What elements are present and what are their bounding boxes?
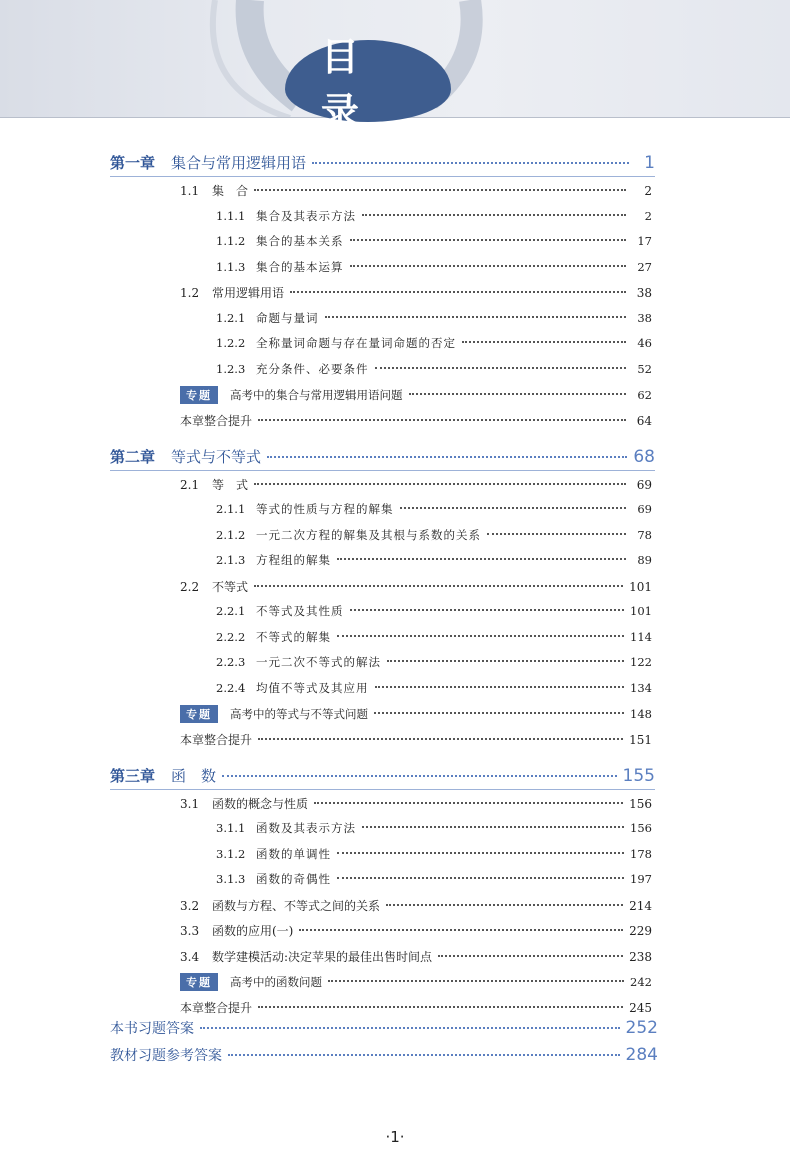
subsection-title: 方程组的解集 (256, 553, 331, 567)
chapter-label: 第三章 (110, 766, 156, 785)
leader-dots (312, 162, 629, 164)
subsection-page: 156 (630, 821, 652, 835)
section-title: 函数的概念与性质 (212, 796, 309, 811)
subsection-page: 197 (630, 872, 652, 886)
subsection-number: 2.1.3 (216, 553, 246, 567)
appendix-row[interactable] (110, 1045, 658, 1065)
leader-dots (325, 316, 627, 318)
subsection-row[interactable] (216, 552, 652, 568)
section-title: 常用逻辑用语 (212, 286, 285, 300)
subsection-row[interactable] (216, 527, 652, 543)
chapter-title: 等式与不等式 (171, 447, 262, 466)
section-number: 1.2 (180, 286, 200, 300)
chapter-summary-row[interactable] (180, 999, 652, 1016)
subsection-number: 2.2.2 (216, 629, 246, 644)
subsection-number: 3.1.3 (216, 872, 246, 886)
leader-dots (328, 980, 624, 982)
subsection-row[interactable] (216, 871, 652, 887)
subsection-number: 1.1.3 (216, 259, 246, 274)
leader-dots (254, 585, 623, 587)
subsection-page: 114 (630, 629, 652, 644)
subsection-row[interactable] (216, 259, 652, 275)
special-topic-page: 62 (637, 388, 652, 402)
subsection-title: 全称量词命题与存在量词命题的否定 (256, 336, 456, 350)
section-row[interactable] (180, 795, 652, 812)
subsection-page: 2 (644, 208, 652, 223)
subsection-title: 函数的奇偶性 (256, 872, 331, 886)
leader-dots (350, 239, 627, 241)
appendix-title: 教材习题参考答案 (110, 1048, 222, 1064)
subsection-row[interactable] (216, 603, 652, 619)
subsection-row[interactable] (216, 629, 652, 645)
subsection-title: 集合的基本运算 (256, 259, 344, 274)
section-number: 2.1 (180, 477, 200, 492)
section-number: 2.2 (180, 579, 200, 594)
subsection-page: 78 (637, 527, 652, 542)
leader-dots (337, 558, 626, 560)
subsection-title: 充分条件、必要条件 (256, 361, 369, 376)
page-number: ·1· (385, 1128, 405, 1146)
subsection-page: 38 (637, 310, 652, 325)
subsection-title: 命题与量词 (256, 310, 319, 325)
special-topic-row[interactable] (180, 705, 652, 723)
section-page: 156 (629, 796, 652, 811)
subsection-page: 46 (637, 336, 652, 350)
leader-dots (375, 367, 627, 369)
leader-dots (267, 456, 627, 458)
special-topic-title: 高考中的集合与常用逻辑用语问题 (230, 388, 403, 402)
leader-dots (374, 712, 624, 714)
section-number: 1.1 (180, 184, 200, 198)
subsection-title: 不等式的解集 (256, 629, 331, 644)
section-page: 69 (636, 477, 652, 492)
subsection-title: 不等式及其性质 (256, 604, 344, 618)
leader-dots (299, 929, 623, 931)
subsection-number: 2.1.1 (216, 502, 246, 516)
appendix-title: 本书习题答案 (110, 1021, 194, 1037)
subsection-title: 均值不等式及其应用 (256, 680, 369, 695)
section-row[interactable] (180, 476, 652, 493)
chapter-row[interactable] (110, 446, 655, 467)
subsection-row[interactable] (216, 820, 652, 836)
chapter-page: 155 (622, 765, 655, 786)
subsection-title: 等式的性质与方程的解集 (256, 502, 394, 516)
chapter-summary-row[interactable] (180, 412, 652, 429)
subsection-number: 2.2.4 (216, 680, 246, 695)
section-page: 229 (629, 924, 652, 938)
chapter-summary-title: 本章整合提升 (180, 413, 253, 428)
subsection-number: 1.1.1 (216, 208, 246, 223)
subsection-number: 1.2.2 (216, 336, 246, 350)
section-title: 函数的应用(一) (212, 924, 294, 938)
subsection-row[interactable] (216, 361, 652, 377)
subsection-number: 1.1.2 (216, 234, 246, 248)
leader-dots (314, 802, 623, 804)
chapter-summary-title: 本章整合提升 (180, 1000, 253, 1015)
special-topic-tag: 专题 (180, 973, 218, 991)
special-topic-tag: 专题 (180, 386, 218, 404)
subsection-page: 69 (637, 502, 652, 516)
chapter-summary-row[interactable] (180, 731, 652, 748)
subsection-number: 1.2.3 (216, 361, 246, 376)
subsection-page: 178 (630, 846, 652, 861)
chapter-row[interactable] (110, 765, 655, 786)
leader-dots (228, 1054, 620, 1056)
leader-dots (258, 738, 623, 740)
subsection-number: 3.1.2 (216, 846, 246, 861)
subsection-title: 函数的单调性 (256, 846, 331, 861)
special-topic-row[interactable] (180, 386, 652, 404)
subsection-title: 集合的基本关系 (256, 234, 344, 248)
leader-dots (487, 533, 626, 535)
section-title: 等 式 (212, 477, 249, 492)
subsection-row[interactable] (216, 501, 652, 517)
chapter-page: 68 (633, 446, 655, 467)
subsection-title: 函数及其表示方法 (256, 821, 356, 835)
subsection-page: 52 (637, 361, 652, 376)
leader-dots (400, 507, 627, 509)
section-row[interactable] (180, 284, 652, 301)
section-title: 函数与方程、不等式之间的关系 (212, 898, 381, 913)
chapter-rule (110, 470, 655, 471)
chapter-summary-page: 64 (636, 413, 652, 428)
leader-dots (290, 291, 626, 293)
leader-dots (258, 1006, 623, 1008)
subsection-number: 2.1.2 (216, 527, 246, 542)
subsection-page: 89 (637, 553, 652, 567)
section-title: 数学建模活动:决定苹果的最佳出售时间点 (212, 949, 433, 964)
special-topic-page: 242 (630, 975, 652, 989)
section-number: 3.1 (180, 796, 200, 811)
page-title: 目 录 (321, 35, 396, 134)
special-topic-tag: 专题 (180, 705, 218, 723)
leader-dots (387, 660, 624, 662)
special-topic-page: 148 (630, 707, 652, 721)
chapter-summary-page: 245 (629, 1000, 652, 1015)
subsection-number: 1.2.1 (216, 310, 246, 325)
subsection-title: 一元二次不等式的解法 (256, 655, 381, 669)
section-row[interactable] (180, 922, 652, 939)
leader-dots (386, 904, 623, 906)
section-title: 集 合 (212, 184, 249, 198)
leader-dots (337, 877, 624, 879)
section-page: 101 (629, 579, 652, 594)
leader-dots (222, 775, 617, 777)
chapter-title: 集合与常用逻辑用语 (171, 154, 307, 172)
leader-dots (375, 686, 625, 688)
chapter-rule (110, 176, 655, 177)
leader-dots (350, 609, 625, 611)
leader-dots (362, 214, 626, 216)
section-number: 3.2 (180, 898, 200, 913)
section-row[interactable] (180, 948, 652, 965)
chapter-page: 1 (644, 153, 655, 173)
special-topic-title: 高考中的等式与不等式问题 (230, 707, 368, 721)
section-row[interactable] (180, 578, 652, 595)
subsection-row[interactable] (216, 335, 652, 351)
subsection-row[interactable] (216, 654, 652, 670)
section-page: 214 (629, 898, 652, 913)
leader-dots (438, 955, 623, 957)
leader-dots (337, 635, 624, 637)
leader-dots (350, 265, 627, 267)
chapter-label: 第二章 (110, 447, 156, 466)
chapter-label: 第一章 (110, 154, 156, 172)
chapter-row[interactable] (110, 152, 655, 173)
section-row[interactable] (180, 897, 652, 914)
section-row[interactable] (180, 182, 652, 199)
section-page: 38 (636, 286, 652, 300)
chapter-summary-title: 本章整合提升 (180, 732, 253, 747)
section-number: 3.3 (180, 924, 200, 938)
subsection-title: 一元二次方程的解集及其根与系数的关系 (256, 527, 481, 542)
section-title: 不等式 (212, 579, 249, 594)
subsection-page: 134 (630, 680, 652, 695)
subsection-row[interactable] (216, 208, 652, 224)
chapter-title: 函 数 (171, 766, 217, 785)
leader-dots (200, 1027, 620, 1029)
section-page: 2 (644, 184, 652, 198)
subsection-number: 3.1.1 (216, 821, 246, 835)
appendix-page: 284 (625, 1045, 658, 1065)
appendix-page: 252 (625, 1018, 658, 1038)
subsection-page: 17 (637, 234, 652, 248)
subsection-number: 2.2.1 (216, 604, 246, 618)
chapter-rule (110, 789, 655, 790)
leader-dots (254, 483, 626, 485)
section-number: 3.4 (180, 949, 200, 964)
special-topic-title: 高考中的函数问题 (230, 975, 322, 989)
subsection-page: 101 (630, 604, 652, 618)
special-topic-row[interactable] (180, 973, 652, 991)
leader-dots (258, 419, 626, 421)
subsection-number: 2.2.3 (216, 655, 246, 669)
subsection-page: 122 (630, 655, 652, 669)
section-page: 238 (629, 949, 652, 964)
leader-dots (409, 393, 627, 395)
leader-dots (337, 852, 624, 854)
subsection-page: 27 (637, 259, 652, 274)
chapter-summary-page: 151 (629, 732, 652, 747)
subsection-row[interactable] (216, 233, 652, 249)
leader-dots (254, 189, 626, 191)
appendix-row[interactable] (110, 1018, 658, 1038)
subsection-title: 集合及其表示方法 (256, 208, 356, 223)
leader-dots (362, 826, 624, 828)
subsection-row[interactable] (216, 680, 652, 696)
subsection-row[interactable] (216, 846, 652, 862)
leader-dots (462, 341, 626, 343)
subsection-row[interactable] (216, 310, 652, 326)
